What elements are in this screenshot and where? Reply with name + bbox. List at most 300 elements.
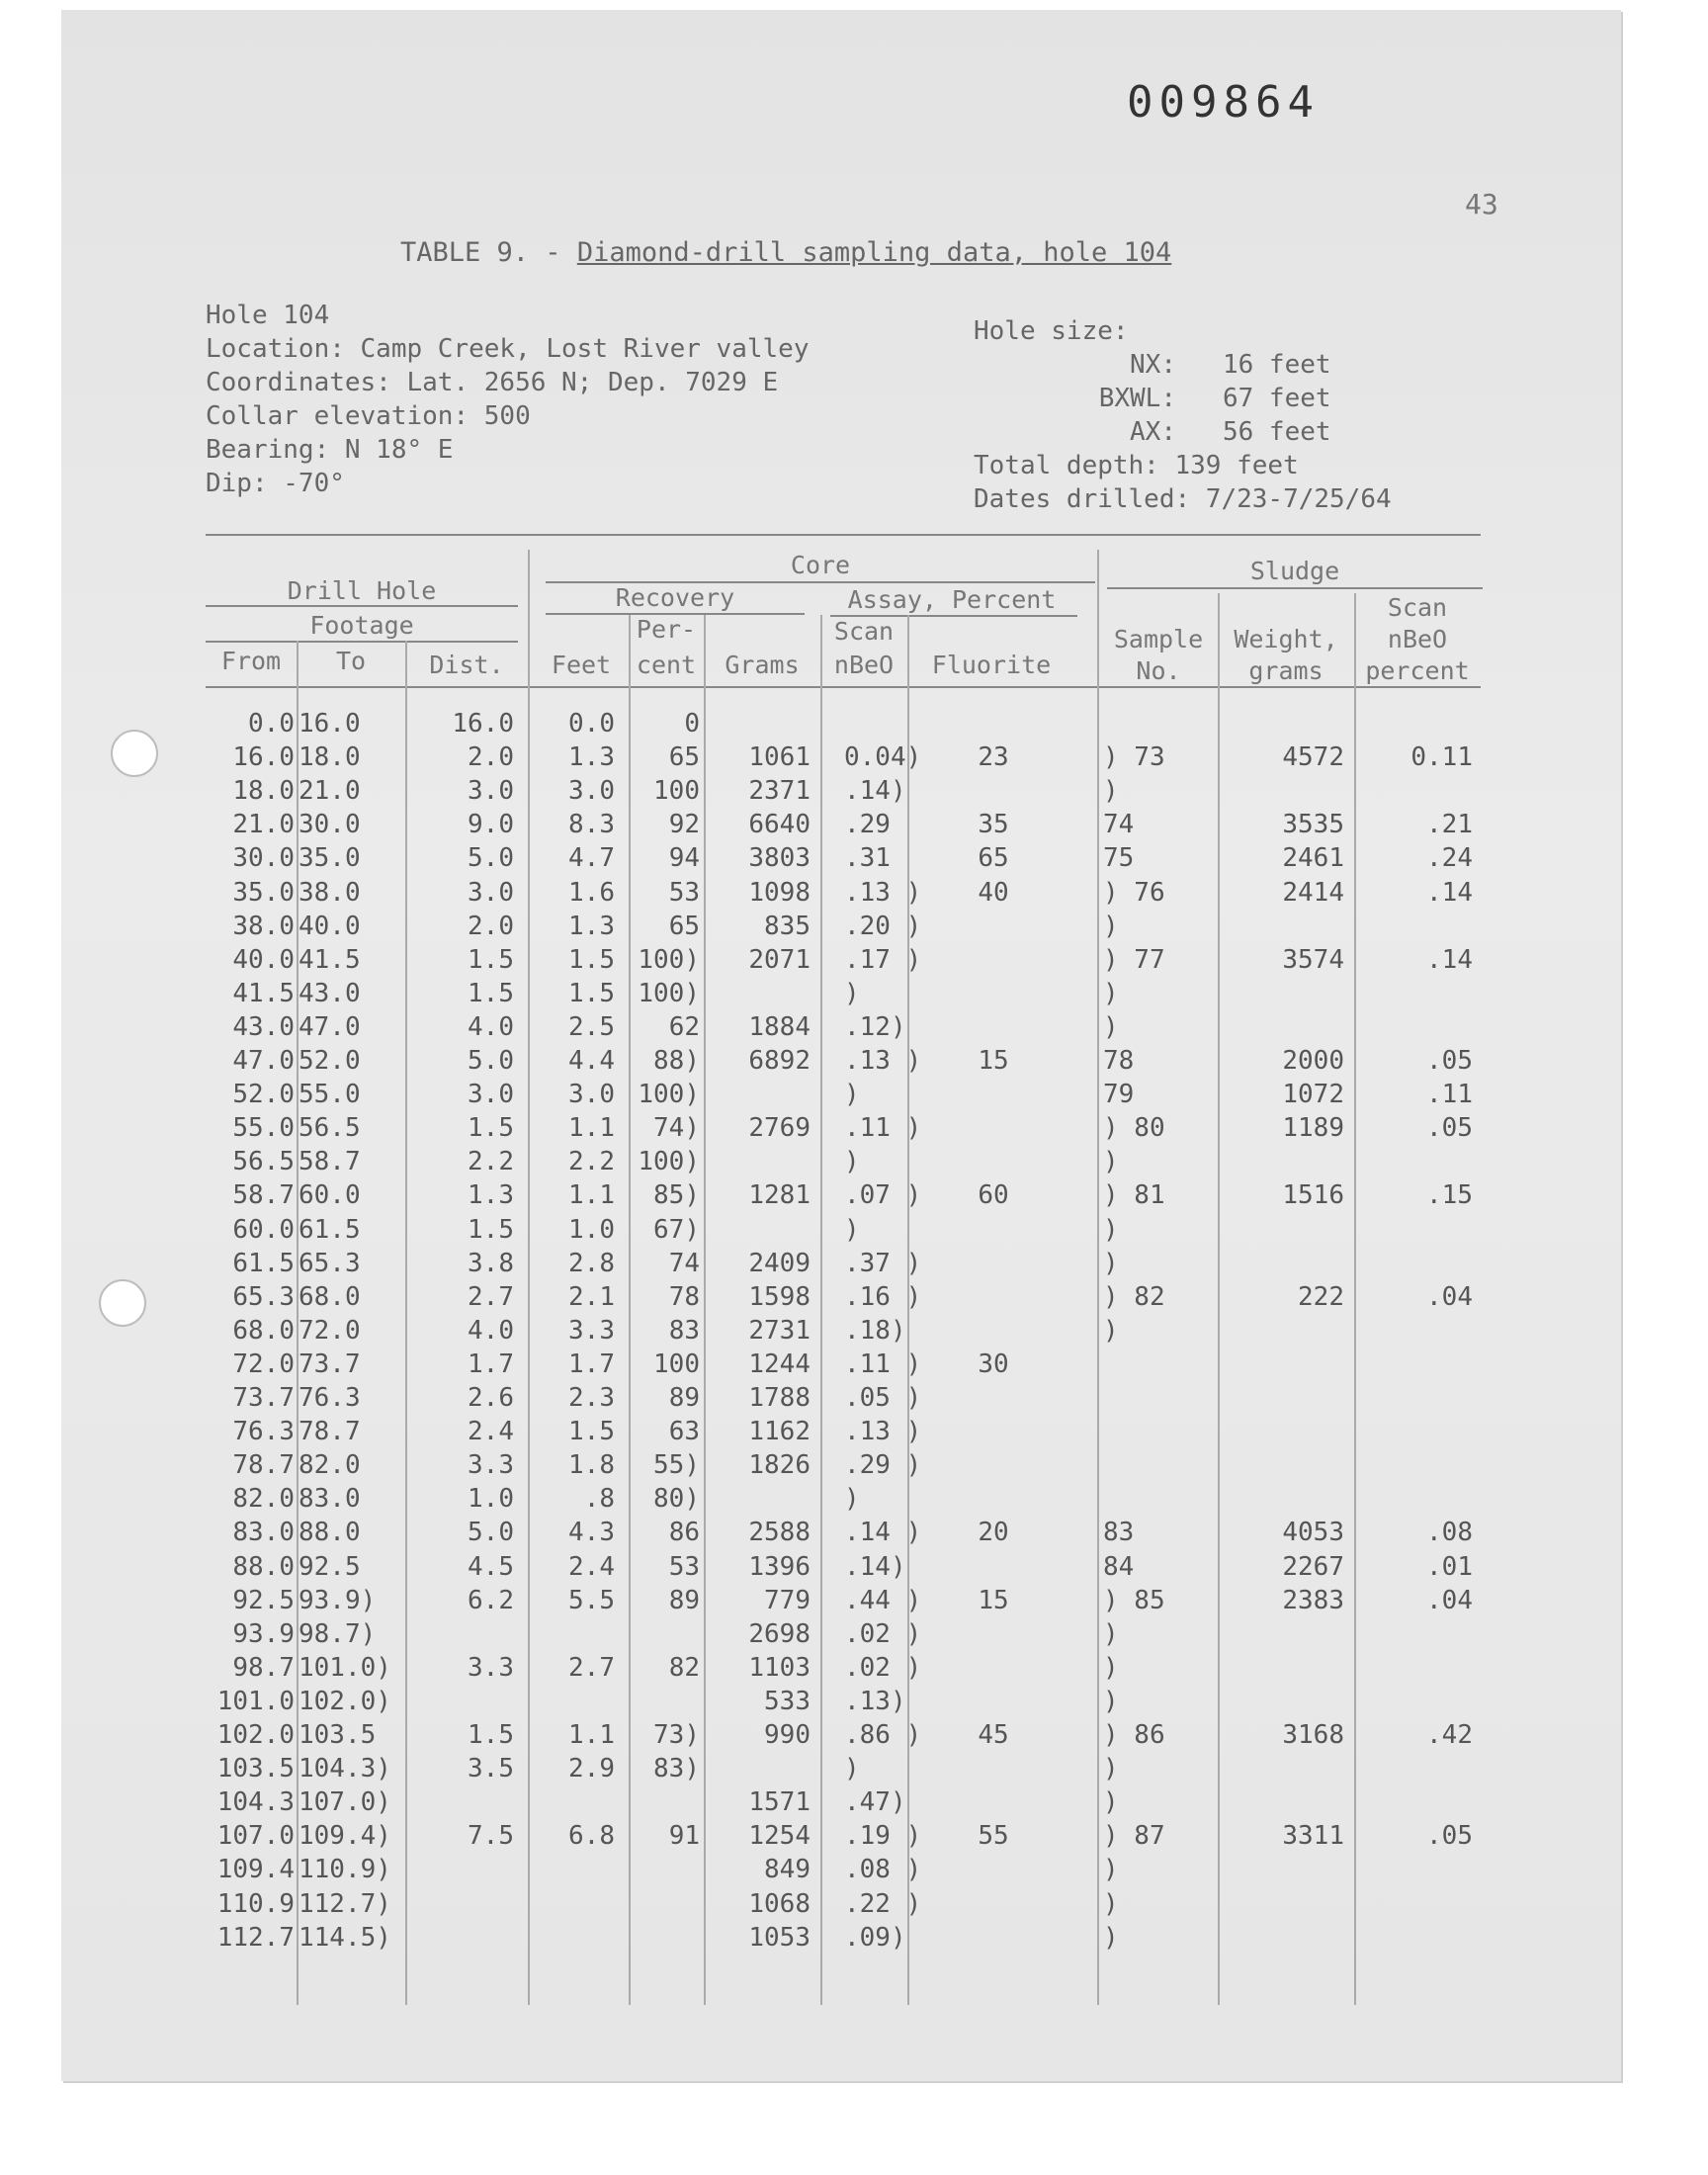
to-cell: 18.0 (299, 742, 361, 772)
percent-cell: 100 (653, 776, 700, 806)
hole-size-heading: Hole size: (974, 316, 1129, 346)
sample-cell: 74 (1103, 810, 1135, 839)
sample-cell: 84 (1103, 1552, 1135, 1582)
grams-cell: 1598 (748, 1282, 811, 1312)
dist-cell: 1.5 (468, 1215, 514, 1245)
feet-cell: 6.8 (568, 1821, 615, 1851)
sludge-scan-cell: .11 (1426, 1080, 1473, 1109)
from-cell: 103.5 (216, 1754, 295, 1784)
scan-cell: .11 ) (844, 1349, 922, 1379)
hole-size-label: NX: (1130, 350, 1176, 380)
to-cell: 72.0 (299, 1316, 361, 1346)
fluorite-cell: 15 (978, 1046, 1009, 1076)
sample-cell: ) 80 (1103, 1113, 1165, 1143)
sludge-scan-cell: .05 (1426, 1046, 1473, 1076)
sample-cell: ) (1103, 1215, 1119, 1245)
col-divider (1354, 593, 1356, 2005)
percent-cell: 89 (668, 1383, 700, 1413)
dist-cell: 3.3 (468, 1450, 514, 1480)
hole-info-line: Dip: -70° (206, 469, 345, 498)
grams-cell: 2588 (748, 1518, 811, 1547)
from-cell: 30.0 (232, 843, 295, 873)
header-grams: Grams (725, 651, 800, 679)
scan-cell: .16 ) (844, 1282, 922, 1312)
header-drill-hole: Drill Hole (287, 576, 437, 605)
drill-hole-rule (206, 605, 518, 607)
percent-cell: 67) (653, 1215, 700, 1245)
scan-cell: .12) (844, 1012, 906, 1042)
grams-cell: 1068 (748, 1889, 811, 1919)
feet-cell: 1.1 (568, 1180, 615, 1210)
header-scan-2: nBeO (833, 651, 895, 679)
from-cell: 56.5 (232, 1147, 295, 1176)
sample-cell: ) 87 (1103, 1821, 1165, 1851)
grams-cell: 1788 (748, 1383, 811, 1413)
to-cell: 93.9) (299, 1586, 377, 1615)
hole-info-line: Bearing: N 18° E (206, 435, 454, 465)
to-cell: 114.5) (299, 1923, 391, 1953)
dist-cell: 1.5 (468, 945, 514, 975)
scan-cell: .17 ) (844, 945, 922, 975)
fluorite-cell: 30 (978, 1349, 1009, 1379)
sample-cell: ) (1103, 776, 1119, 806)
from-cell: 21.0 (232, 810, 295, 839)
from-cell: 43.0 (232, 1012, 295, 1042)
fluorite-cell: 23 (978, 742, 1009, 772)
percent-cell: 92 (668, 810, 700, 839)
title-main: Diamond-drill sampling data, hole 104 (576, 237, 1172, 268)
to-cell: 88.0 (299, 1518, 361, 1547)
table-top-rule (206, 534, 1481, 536)
sample-cell: ) (1103, 1012, 1119, 1042)
to-cell: 73.7 (299, 1349, 361, 1379)
scan-cell: .13 ) (844, 1417, 922, 1446)
sludge-scan-cell: .24 (1426, 843, 1473, 873)
sample-cell: ) 76 (1103, 878, 1165, 908)
grams-cell: 1162 (748, 1417, 811, 1446)
sample-cell: ) 85 (1103, 1586, 1165, 1615)
grams-cell: 3803 (748, 843, 811, 873)
from-cell: 93.9 (232, 1619, 295, 1649)
to-cell: 56.5 (299, 1113, 361, 1143)
scan-cell: ) (844, 1754, 860, 1784)
header-bottom-rule (206, 686, 1481, 688)
header-sludge-scan-3: percent (1365, 656, 1470, 685)
hole-size-label: BXWL: (1098, 384, 1176, 413)
sample-cell: ) (1103, 1754, 1119, 1784)
percent-cell: 88) (653, 1046, 700, 1076)
header-to: To (335, 647, 367, 675)
table-title (400, 237, 1171, 268)
feet-cell: 4.3 (568, 1518, 615, 1547)
header-recovery: Recovery (615, 583, 735, 612)
sludge-scan-cell: .04 (1426, 1282, 1473, 1312)
sludge-scan-cell: 0.11 (1410, 742, 1473, 772)
from-cell: 76.3 (232, 1417, 295, 1446)
scan-cell: ) (844, 1215, 860, 1245)
grams-cell: 1098 (748, 878, 811, 908)
footage-rule (206, 641, 518, 643)
hole-size-value: 67 feet (1222, 384, 1331, 413)
grams-cell: 779 (764, 1586, 811, 1615)
scan-cell: .47) (844, 1787, 906, 1817)
weight-cell: 4572 (1282, 742, 1344, 772)
sludge-scan-cell: .05 (1426, 1821, 1473, 1851)
feet-cell: 1.1 (568, 1720, 615, 1750)
percent-cell: 62 (668, 1012, 700, 1042)
scan-cell: .22 ) (844, 1889, 922, 1919)
header-sample-2: No. (1136, 656, 1181, 685)
scan-cell: .13) (844, 1687, 906, 1716)
scan-cell: ) (844, 1147, 860, 1176)
fluorite-cell: 35 (978, 810, 1009, 839)
dist-cell: 3.0 (468, 1080, 514, 1109)
sample-cell: ) (1103, 1147, 1119, 1176)
dist-cell: 1.7 (468, 1349, 514, 1379)
sample-cell: 79 (1103, 1080, 1135, 1109)
scan-cell: .29 ) (844, 1450, 922, 1480)
from-cell: 112.7 (216, 1923, 295, 1953)
from-cell: 52.0 (232, 1080, 295, 1109)
percent-cell: 100) (638, 1147, 700, 1176)
weight-cell: 3574 (1282, 945, 1344, 975)
scan-cell: .86 ) (844, 1720, 922, 1750)
dist-cell: 3.3 (468, 1653, 514, 1683)
hole-info-line: Hole 104 (206, 301, 330, 330)
dates-drilled: Dates drilled: 7/23-7/25/64 (974, 484, 1392, 514)
total-depth: Total depth: 139 feet (974, 451, 1299, 480)
to-cell: 76.3 (299, 1383, 361, 1413)
sludge-scan-cell: .01 (1426, 1552, 1473, 1582)
header-sludge-scan-2: nBeO (1387, 625, 1448, 653)
dist-cell: 2.4 (468, 1417, 514, 1446)
to-cell: 55.0 (299, 1080, 361, 1109)
from-cell: 0.0 (248, 709, 295, 739)
header-fluorite: Fluorite (931, 651, 1052, 679)
header-scan-1: Scan (833, 617, 895, 646)
grams-cell: 1244 (748, 1349, 811, 1379)
sample-cell: ) 77 (1103, 945, 1165, 975)
feet-cell: 1.5 (568, 945, 615, 975)
scan-cell: .19 ) (844, 1821, 922, 1851)
feet-cell: 3.0 (568, 1080, 615, 1109)
scan-cell: .09) (844, 1923, 906, 1953)
dist-cell: 1.5 (468, 1113, 514, 1143)
scan-cell: .11 ) (844, 1113, 922, 1143)
fluorite-cell: 45 (978, 1720, 1009, 1750)
from-cell: 16.0 (232, 742, 295, 772)
weight-cell: 2414 (1282, 878, 1344, 908)
feet-cell: 2.4 (568, 1552, 615, 1582)
to-cell: 103.5 (299, 1720, 377, 1750)
weight-cell: 2383 (1282, 1586, 1344, 1615)
to-cell: 104.3) (299, 1754, 391, 1784)
dist-cell: 2.6 (468, 1383, 514, 1413)
punch-hole-top (111, 730, 158, 777)
feet-cell: .8 (583, 1484, 615, 1514)
from-cell: 101.0 (216, 1687, 295, 1716)
to-cell: 112.7) (299, 1889, 391, 1919)
to-cell: 52.0 (299, 1046, 361, 1076)
header-sample-1: Sample (1113, 625, 1204, 653)
col-divider (820, 615, 822, 2005)
to-cell: 98.7) (299, 1619, 377, 1649)
sample-cell: ) 82 (1103, 1282, 1165, 1312)
feet-cell: 2.3 (568, 1383, 615, 1413)
hole-size-row (974, 415, 1392, 449)
scan-cell: .31 (844, 843, 891, 873)
to-cell: 47.0 (299, 1012, 361, 1042)
dist-cell: 3.0 (468, 776, 514, 806)
to-cell: 16.0 (299, 709, 361, 739)
fluorite-cell: 60 (978, 1180, 1009, 1210)
punch-hole-bottom (99, 1279, 146, 1327)
feet-cell: 1.5 (568, 979, 615, 1008)
dist-cell: 3.8 (468, 1249, 514, 1278)
to-cell: 41.5 (299, 945, 361, 975)
hole-size-label: AX: (1130, 417, 1176, 447)
sludge-scan-cell: .42 (1426, 1720, 1473, 1750)
grams-cell: 2371 (748, 776, 811, 806)
dist-cell: 4.5 (468, 1552, 514, 1582)
feet-cell: 1.1 (568, 1113, 615, 1143)
sample-cell: 78 (1103, 1046, 1135, 1076)
to-cell: 65.3 (299, 1249, 361, 1278)
feet-cell: 4.7 (568, 843, 615, 873)
header-from: From (220, 647, 282, 675)
dist-cell: 4.0 (468, 1316, 514, 1346)
sample-cell: ) (1103, 1855, 1119, 1884)
hole-info (206, 299, 809, 500)
sample-cell: ) (1103, 1653, 1119, 1683)
feet-cell: 2.5 (568, 1012, 615, 1042)
dist-cell: 16.0 (452, 709, 514, 739)
scan-cell: .14) (844, 776, 906, 806)
percent-cell: 73) (653, 1720, 700, 1750)
dist-cell: 9.0 (468, 810, 514, 839)
hole-size-row (974, 382, 1392, 415)
sample-cell: ) 81 (1103, 1180, 1165, 1210)
grams-cell: 1103 (748, 1653, 811, 1683)
from-cell: 35.0 (232, 878, 295, 908)
header-percent-1: Per- (636, 615, 697, 644)
dist-cell: 5.0 (468, 1518, 514, 1547)
header-sludge-scan-1: Scan (1387, 593, 1448, 622)
feet-cell: 2.8 (568, 1249, 615, 1278)
header-sludge: Sludge (1249, 557, 1340, 585)
grams-cell: 1281 (748, 1180, 811, 1210)
from-cell: 110.9 (216, 1889, 295, 1919)
sample-cell: 75 (1103, 843, 1135, 873)
percent-cell: 94 (668, 843, 700, 873)
feet-cell: 5.5 (568, 1586, 615, 1615)
grams-cell: 6640 (748, 810, 811, 839)
weight-cell: 2267 (1282, 1552, 1344, 1582)
weight-cell: 2000 (1282, 1046, 1344, 1076)
hole-info-line: Collar elevation: 500 (206, 401, 531, 431)
from-cell: 18.0 (232, 776, 295, 806)
grams-cell: 1254 (748, 1821, 811, 1851)
to-cell: 43.0 (299, 979, 361, 1008)
sample-cell: ) 86 (1103, 1720, 1165, 1750)
dist-cell: 1.5 (468, 979, 514, 1008)
grams-cell: 1571 (748, 1787, 811, 1817)
sample-cell: ) (1103, 912, 1119, 941)
to-cell: 21.0 (299, 776, 361, 806)
dist-cell: 5.0 (468, 1046, 514, 1076)
to-cell: 58.7 (299, 1147, 361, 1176)
page-number: 43 (1465, 188, 1498, 220)
grams-cell: 2071 (748, 945, 811, 975)
feet-cell: 2.2 (568, 1147, 615, 1176)
grams-cell: 835 (764, 912, 811, 941)
hole-size-value: 56 feet (1222, 417, 1331, 447)
dist-cell: 2.0 (468, 912, 514, 941)
hole-size-info (974, 314, 1392, 516)
percent-cell: 74) (653, 1113, 700, 1143)
percent-cell: 78 (668, 1282, 700, 1312)
feet-cell: 2.9 (568, 1754, 615, 1784)
from-cell: 83.0 (232, 1518, 295, 1547)
to-cell: 40.0 (299, 912, 361, 941)
from-cell: 41.5 (232, 979, 295, 1008)
dist-cell: 1.5 (468, 1720, 514, 1750)
to-cell: 83.0 (299, 1484, 361, 1514)
from-cell: 40.0 (232, 945, 295, 975)
scan-cell: .07 ) (844, 1180, 922, 1210)
header-weight-1: Weight, (1234, 625, 1338, 653)
to-cell: 107.0) (299, 1787, 391, 1817)
hole-info-line: Coordinates: Lat. 2656 N; Dep. 7029 E (206, 368, 779, 397)
scan-cell: .44 ) (844, 1586, 922, 1615)
scan-cell: ) (844, 1080, 860, 1109)
hole-info-line: Location: Camp Creek, Lost River valley (206, 334, 810, 364)
sludge-scan-cell: .21 (1426, 810, 1473, 839)
from-cell: 92.5 (232, 1586, 295, 1615)
percent-cell: 100) (638, 979, 700, 1008)
dist-cell: 4.0 (468, 1012, 514, 1042)
percent-cell: 85) (653, 1180, 700, 1210)
grams-cell: 990 (764, 1720, 811, 1750)
scan-cell: .18) (844, 1316, 906, 1346)
from-cell: 102.0 (216, 1720, 295, 1750)
grams-cell: 1396 (748, 1552, 811, 1582)
to-cell: 102.0) (299, 1687, 391, 1716)
from-cell: 47.0 (232, 1046, 295, 1076)
weight-cell: 2461 (1282, 843, 1344, 873)
sludge-rule (1107, 587, 1483, 589)
header-footage: Footage (309, 611, 414, 640)
sample-cell: ) (1103, 1787, 1119, 1817)
sludge-scan-cell: .08 (1426, 1518, 1473, 1547)
dist-cell: 6.2 (468, 1586, 514, 1615)
percent-cell: 89 (668, 1586, 700, 1615)
sample-cell: ) (1103, 1316, 1119, 1346)
grams-cell: 2698 (748, 1619, 811, 1649)
from-cell: 78.7 (232, 1450, 295, 1480)
sample-cell: ) (1103, 1619, 1119, 1649)
scan-cell: 0.04) (844, 742, 922, 772)
weight-cell: 3168 (1282, 1720, 1344, 1750)
grams-cell: 1053 (748, 1923, 811, 1953)
sample-cell: 83 (1103, 1518, 1135, 1547)
from-cell: 88.0 (232, 1552, 295, 1582)
to-cell: 110.9) (299, 1855, 391, 1884)
percent-cell: 65 (668, 742, 700, 772)
scan-cell: .02 ) (844, 1619, 922, 1649)
sludge-scan-cell: .14 (1426, 945, 1473, 975)
to-cell: 68.0 (299, 1282, 361, 1312)
header-feet: Feet (551, 651, 612, 679)
scan-cell: .05 ) (844, 1383, 922, 1413)
percent-cell: 53 (668, 1552, 700, 1582)
dist-cell: 5.0 (468, 843, 514, 873)
feet-cell: 1.3 (568, 912, 615, 941)
percent-cell: 91 (668, 1821, 700, 1851)
from-cell: 61.5 (232, 1249, 295, 1278)
header-dist: Dist. (429, 651, 504, 679)
weight-cell: 222 (1298, 1282, 1344, 1312)
percent-cell: 82 (668, 1653, 700, 1683)
dist-cell: 2.0 (468, 742, 514, 772)
dist-cell: 2.7 (468, 1282, 514, 1312)
dist-cell: 7.5 (468, 1821, 514, 1851)
title-prefix: TABLE 9. - (400, 237, 577, 268)
scan-cell: ) (844, 979, 860, 1008)
percent-cell: 0 (684, 709, 700, 739)
grams-cell: 6892 (748, 1046, 811, 1076)
feet-cell: 3.3 (568, 1316, 615, 1346)
from-cell: 55.0 (232, 1113, 295, 1143)
weight-cell: 3535 (1282, 810, 1344, 839)
percent-cell: 53 (668, 878, 700, 908)
scan-cell: .13 ) (844, 878, 922, 908)
grams-cell: 2409 (748, 1249, 811, 1278)
to-cell: 101.0) (299, 1653, 391, 1683)
grams-cell: 2731 (748, 1316, 811, 1346)
percent-cell: 83 (668, 1316, 700, 1346)
scan-cell: .14 ) (844, 1518, 922, 1547)
percent-cell: 74 (668, 1249, 700, 1278)
from-cell: 98.7 (232, 1653, 295, 1683)
to-cell: 30.0 (299, 810, 361, 839)
sample-cell: ) (1103, 1889, 1119, 1919)
weight-cell: 1072 (1282, 1080, 1344, 1109)
percent-cell: 63 (668, 1417, 700, 1446)
from-cell: 60.0 (232, 1215, 295, 1245)
header-weight-2: grams (1248, 656, 1324, 685)
percent-cell: 100) (638, 1080, 700, 1109)
feet-cell: 1.0 (568, 1215, 615, 1245)
scan-cell: .02 ) (844, 1653, 922, 1683)
header-percent-2: cent (636, 651, 697, 679)
to-cell: 82.0 (299, 1450, 361, 1480)
to-cell: 35.0 (299, 843, 361, 873)
dist-cell: 1.3 (468, 1180, 514, 1210)
document-number: 009864 (1127, 77, 1320, 128)
grams-cell: 1884 (748, 1012, 811, 1042)
to-cell: 109.4) (299, 1821, 391, 1851)
weight-cell: 1189 (1282, 1113, 1344, 1143)
header-core: Core (790, 551, 851, 579)
scan-cell: .14) (844, 1552, 906, 1582)
scan-cell: .20 ) (844, 912, 922, 941)
from-cell: 72.0 (232, 1349, 295, 1379)
percent-cell: 83) (653, 1754, 700, 1784)
sample-cell: ) (1103, 1923, 1119, 1953)
grams-cell: 2769 (748, 1113, 811, 1143)
to-cell: 38.0 (299, 878, 361, 908)
